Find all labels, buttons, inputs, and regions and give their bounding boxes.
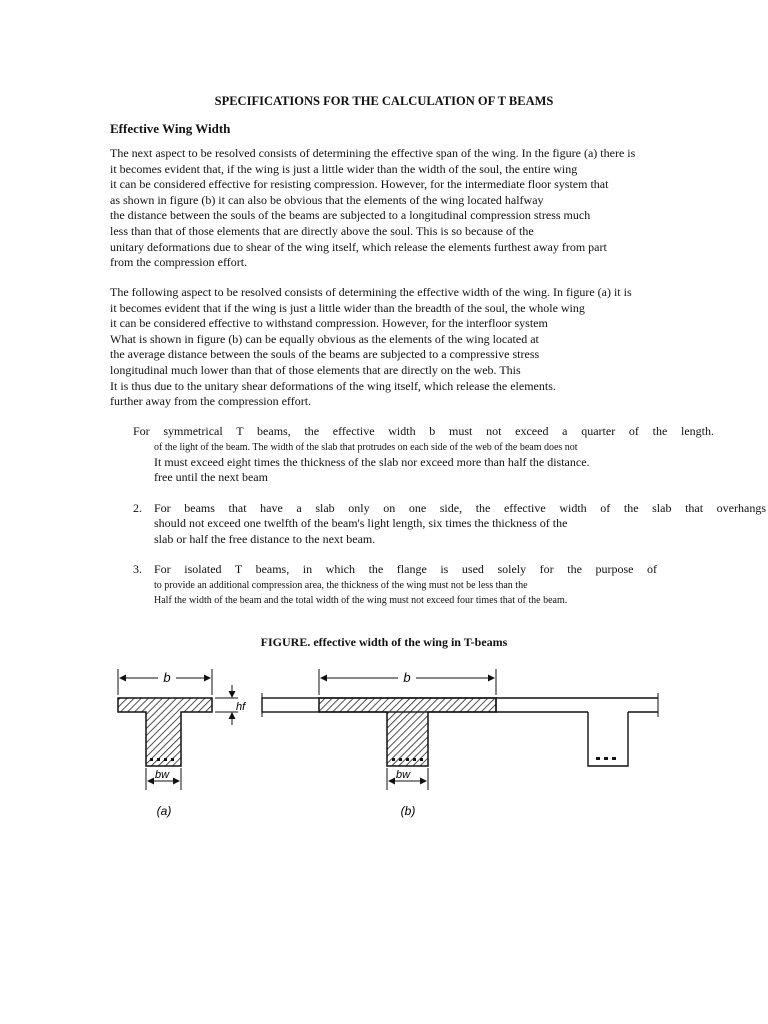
paragraph-line: It is thus due to the unitary shear deformations of the wing itself, which release the elements. <box>110 378 556 393</box>
label-hf: hf <box>236 701 246 713</box>
beam-a <box>118 669 246 818</box>
paragraph-line: The following aspect to be resolved consists of determining the effective width of the wing. In figure (a) it is <box>110 285 632 299</box>
paragraph-line: it becomes evident that, if the wing is just a little wider than the width of the soul, the entire wing <box>110 161 578 176</box>
paragraph-line: from the compression effort. <box>110 255 248 270</box>
label-b-2: b <box>403 670 411 685</box>
list-item-line: to provide an additional compression area, the thickness of the wing must not be less than the <box>154 580 528 591</box>
label-b: b <box>163 670 171 685</box>
paragraph-line: the average distance between the souls of the beams are subjected to a compressive stress <box>110 347 540 362</box>
figure-caption: FIGURE. effective width of the wing in T-beams <box>260 635 508 649</box>
list-item-line: free until the next beam <box>154 470 268 484</box>
list-item-line: For symmetrical T beams, the effective width b must not exceed a quarter of the length. <box>133 424 714 438</box>
list-item-number: 2. <box>133 501 142 515</box>
list-item-line: of the light of the beam. The width of the slab that protrudes on each side of the web of the beam does not <box>154 442 578 453</box>
paragraph-line: unitary deformations due to shear of the wing itself, which release the elements furthest away from part <box>110 239 607 254</box>
list-item-line: Half the width of the beam and the total width of the wing must not exceed four times that of the beam. <box>154 595 568 606</box>
label-bw-2: bw <box>396 769 411 781</box>
list-item-line: slab or half the free distance to the next beam. <box>154 532 376 546</box>
paragraph-line: What is shown in figure (b) can be equally obvious as the elements of the wing located at <box>110 331 539 346</box>
label-a: (a) <box>156 804 172 818</box>
list-item-line: should not exceed one twelfth of the beam's light length, six times the thickness of the <box>154 516 568 530</box>
list-item-line: It must exceed eight times the thickness of the slab nor exceed more than half the distance. <box>154 455 590 469</box>
paragraph-line: further away from the compression effort. <box>110 394 312 409</box>
paragraph-line: less than that of those elements that are directly above the soul. This is so because of the <box>110 223 534 238</box>
page-title: SPECIFICATIONS FOR THE CALCULATION OF T BEAMS <box>214 94 554 108</box>
list-item-number: 3. <box>133 562 142 576</box>
paragraph-line: as shown in figure (b) it can also be obvious that the elements of the wing located halfway <box>110 192 544 207</box>
paragraph-line: the distance between the souls of the beams are subjected to a longitudinal compression stress much <box>110 208 591 223</box>
beam-b <box>262 669 658 818</box>
paragraph-line: it can be considered effective to withstand compression. However, for the interfloor system <box>110 316 548 331</box>
paragraph-line: longitudinal much lower than that of those elements that are directly on the web. This <box>110 362 521 377</box>
list-item-line: For isolated T beams, in which the flange is used solely for the purpose of <box>154 562 657 576</box>
label-bw: bw <box>155 769 170 781</box>
paragraph-line: The next aspect to be resolved consists of determining the effective span of the wing. In the figure (a) there is <box>110 146 636 160</box>
t-beam-figure <box>0 655 768 830</box>
paragraph-line: it becomes evident that if the wing is just a little wider than the breadth of the soul, the whole wing <box>110 300 585 315</box>
paragraph-1 <box>110 146 635 271</box>
paragraph-line: it can be considered effective for resisting compression. However, for the intermediate floor system that <box>110 177 609 192</box>
section-heading: Effective Wing Width <box>110 121 231 136</box>
paragraph-2 <box>110 285 632 410</box>
list-item-line: For beams that have a slab only on one side, the effective width of the slab that overhangs <box>154 501 766 515</box>
label-b-sub: (b) <box>400 804 416 818</box>
